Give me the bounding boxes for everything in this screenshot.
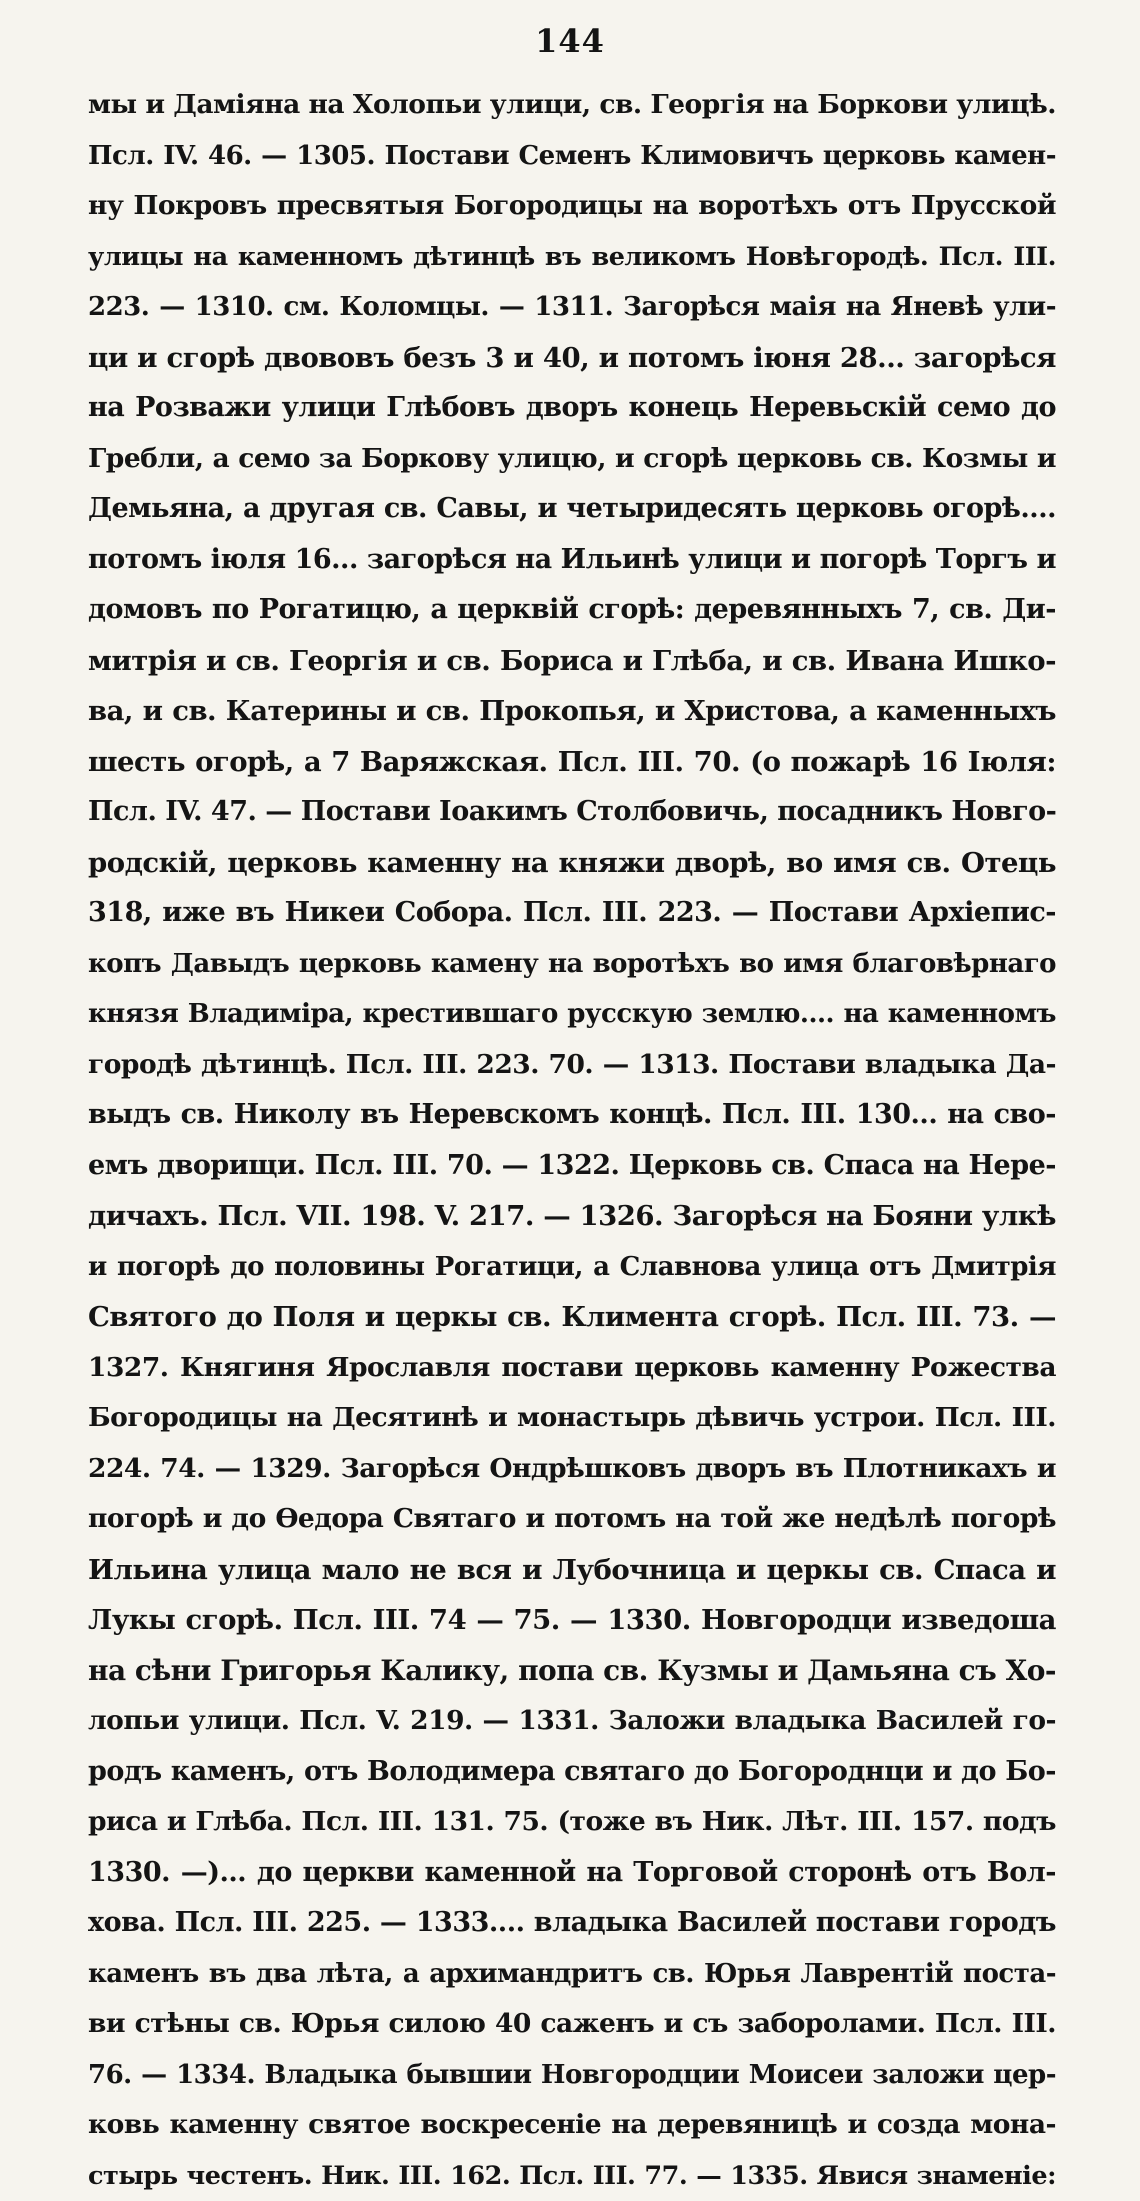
text-line: 318, иже въ Никеи Собора. Псл. III. 223. — Постави Архіепис- [88, 888, 1056, 939]
text-line: Псл. IV. 47. — Постави Іоакимъ Столбовичь, посадникъ Новго- [88, 787, 1056, 838]
text-line: погорѣ и до Ѳедора Святаго и потомъ на той же недѣлѣ погорѣ [88, 1494, 1056, 1545]
text-line: потомъ іюля 16... загорѣся на Ильинѣ улици и погорѣ Торгъ и [88, 535, 1056, 586]
text-line: ковь каменну святое воскресеніе на деревяницѣ и созда мона- [88, 2100, 1056, 2151]
text-line: емъ дворищи. Псл. III. 70. — 1322. Церковь св. Спаса на Нере- [88, 1141, 1056, 1192]
text-line: ци и сгорѣ двововъ безъ 3 и 40, и потомъ іюня 28... загорѣся [88, 333, 1056, 384]
text-line: Ильина улица мало не вся и Лубочница и церкы св. Спаса и [88, 1545, 1056, 1596]
text-line: ва, и св. Катерины и св. Прокопья, и Христова, а каменныхъ [88, 686, 1056, 737]
text-line: стырь честенъ. Ник. III. 162. Псл. III. 77. — 1335. Явися знаменіе: [88, 2151, 1056, 2201]
text-line: каменъ въ два лѣта, а архимандритъ св. Юрья Лаврентій поста- [88, 1949, 1056, 2000]
page-number: 144 [0, 22, 1140, 60]
text-line: 1330. —)... до церкви каменной на Торговой сторонѣ отъ Вол- [88, 1848, 1056, 1899]
text-line: и погорѣ до половины Рогатици, а Славнова улица отъ Дмитрія [88, 1242, 1056, 1293]
text-line: Святого до Поля и церкы св. Климента сгорѣ. Псл. III. 73. — [88, 1292, 1056, 1343]
text-line: дичахъ. Псл. VII. 198. V. 217. — 1326. Загорѣся на Бояни улкѣ [88, 1191, 1056, 1242]
text-line: Богородицы на Десятинѣ и монастырь дѣвичь устрои. Псл. III. [88, 1393, 1056, 1444]
text-line: на Розважи улици Глѣбовъ дворъ конець Неревьскій семо до [88, 383, 1056, 434]
text-line: на сѣни Григорья Калику, попа св. Кузмы и Дамьяна съ Хо- [88, 1646, 1056, 1697]
text-line: 1327. Княгиня Ярославля постави церковь каменну Рожества [88, 1343, 1056, 1394]
text-line: Псл. IV. 46. — 1305. Постави Семенъ Климовичъ церковь камен- [88, 131, 1056, 182]
text-line: родъ каменъ, отъ Володимера святаго до Богороднци и до Бо- [88, 1747, 1056, 1798]
text-line: родскій, церковь каменну на княжи дворѣ, во имя св. Отець [88, 838, 1056, 889]
body-text [88, 80, 1056, 2201]
text-line: выдъ св. Николу въ Неревскомъ концѣ. Псл. III. 130... на сво- [88, 1090, 1056, 1141]
text-line: домовъ по Рогатицю, а церквій сгорѣ: деревянныхъ 7, св. Ди- [88, 585, 1056, 636]
text-line: мы и Даміяна на Холопьи улици, св. Георгія на Боркови улицѣ. [88, 80, 1056, 131]
text-line: ви стѣны св. Юрья силою 40 саженъ и съ заборолами. Псл. III. [88, 1999, 1056, 2050]
text-line: лопьи улици. Псл. V. 219. — 1331. Заложи владыка Василей го- [88, 1696, 1056, 1747]
text-line: копъ Давыдъ церковь камену на воротѣхъ во имя благовѣрнаго [88, 939, 1056, 990]
text-line: ну Покровъ пресвятыя Богородицы на воротѣхъ отъ Прусской [88, 181, 1056, 232]
text-line: 224. 74. — 1329. Загорѣся Ондрѣшковъ дворъ въ Плотникахъ и [88, 1444, 1056, 1495]
text-line: 76. — 1334. Владыка бывшии Новгородции Моисеи заложи цер- [88, 2050, 1056, 2101]
text-line: Гребли, а семо за Боркову улицю, и сгорѣ церковь св. Козмы и [88, 434, 1056, 485]
text-line: Лукы сгорѣ. Псл. III. 74 — 75. — 1330. Новгородци изведоша [88, 1595, 1056, 1646]
text-line: князя Владиміра, крестившаго русскую землю.... на каменномъ [88, 989, 1056, 1040]
text-line: хова. Псл. III. 225. — 1333.... владыка Василей постави городъ [88, 1898, 1056, 1949]
text-line: улицы на каменномъ дѣтинцѣ въ великомъ Новѣгородѣ. Псл. III. [88, 232, 1056, 283]
text-line: риса и Глѣба. Псл. III. 131. 75. (тоже въ Ник. Лѣт. III. 157. подъ [88, 1797, 1056, 1848]
text-line: городѣ дѣтинцѣ. Псл. III. 223. 70. — 1313. Постави владыка Да- [88, 1040, 1056, 1091]
text-line: Демьяна, а другая св. Савы, и четыридесять церковь огорѣ.... [88, 484, 1056, 535]
text-line: митрія и св. Георгія и св. Бориса и Глѣба, и св. Ивана Ишко- [88, 636, 1056, 687]
text-line: 223. — 1310. см. Коломцы. — 1311. Загорѣся маія на Яневѣ ули- [88, 282, 1056, 333]
text-line: шесть огорѣ, а 7 Варяжская. Псл. III. 70. (о пожарѣ 16 Іюля: [88, 737, 1056, 788]
